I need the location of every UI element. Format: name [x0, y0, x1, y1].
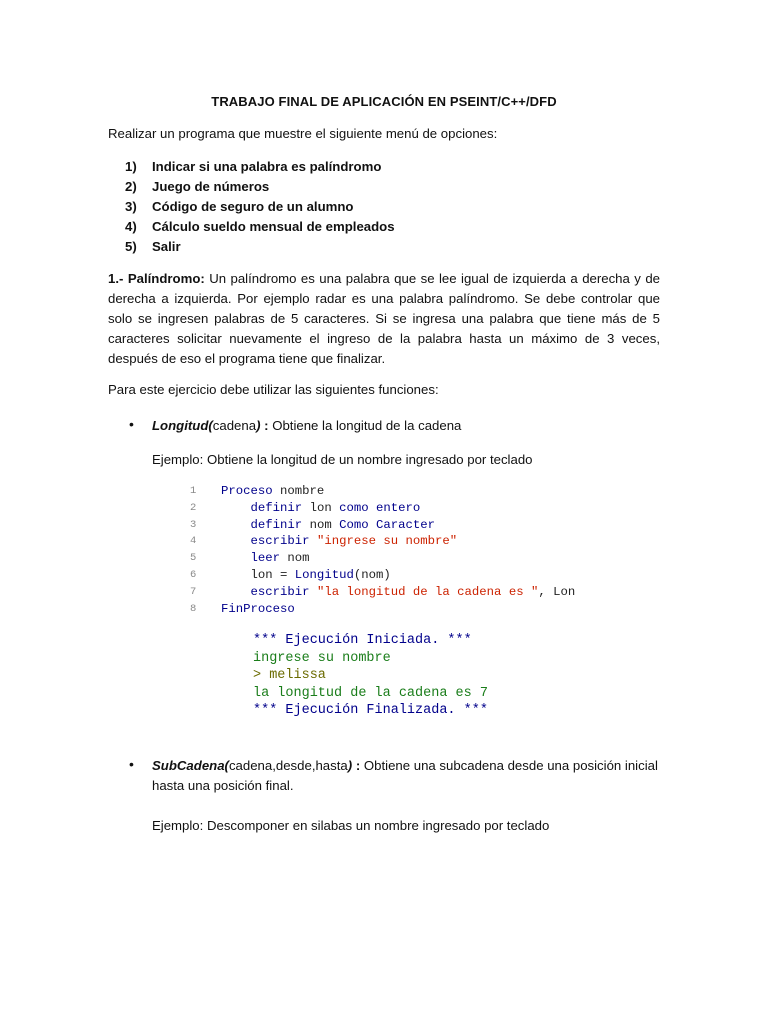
menu-option-label: Indicar si una palabra es palíndromo [152, 159, 382, 174]
function-description: Obtiene una subcadena desde una posición inicial hasta una posición final. [152, 758, 658, 793]
code-token [310, 534, 317, 548]
code-string: "ingrese su nombre" [316, 534, 458, 549]
console-line: > melissa [253, 668, 326, 683]
functions-intro: Para este ejercicio debe utilizar las siguientes funciones: [108, 382, 439, 397]
paren-open: ( [208, 418, 213, 433]
menu-option [125, 237, 395, 257]
menu-option [125, 217, 395, 237]
function-name: SubCadena [152, 758, 225, 773]
line-number: 6 [190, 568, 197, 581]
code-keyword: definir [221, 517, 303, 532]
line-number: 7 [190, 585, 197, 598]
function-description: Obtiene la longitud de la cadena [272, 418, 462, 433]
code-token: nom [302, 517, 340, 532]
line-number: 2 [190, 501, 197, 514]
code-text [221, 584, 575, 601]
line-number: 3 [190, 518, 197, 531]
function-separator: : [260, 418, 273, 433]
code-token: nom [280, 551, 310, 566]
code-line [190, 483, 575, 500]
line-number: 1 [190, 485, 197, 497]
code-text [221, 533, 457, 550]
paren-close: ) [347, 758, 353, 773]
menu-option-label: Salir [152, 239, 181, 254]
menu-option [125, 197, 395, 217]
code-text [221, 483, 324, 500]
menu-option-number: 2) [125, 179, 137, 194]
menu-option-number: 4) [125, 219, 137, 234]
example-longitud: Ejemplo: Obtiene la longitud de un nombre ingresado por teclado [152, 452, 533, 467]
menu-option [125, 157, 395, 177]
function-separator: : [352, 758, 364, 773]
palindromo-paragraph [108, 269, 660, 369]
code-keyword: Longitud [294, 567, 354, 582]
code-line [190, 550, 575, 567]
menu-option-label: Cálculo sueldo mensual de empleados [152, 219, 395, 234]
code-line [190, 584, 575, 601]
function-args: cadena [212, 418, 257, 433]
code-keyword: Proceso [221, 484, 273, 498]
code-keyword: escribir [221, 584, 310, 599]
console-line: *** Ejecución Iniciada. *** [253, 633, 472, 648]
menu-options-list [125, 157, 395, 257]
menu-option-number: 1) [125, 159, 137, 174]
paren-open: ( [224, 758, 229, 773]
palindromo-heading: 1.- Palíndromo: [108, 271, 205, 286]
example-subcadena: Ejemplo: Descomponer en silabas un nombre ingresado por teclado [152, 818, 550, 833]
paren-close: ) [256, 418, 261, 433]
menu-option-label: Juego de números [152, 179, 270, 194]
code-keyword: definir [221, 500, 303, 515]
code-token: (nom) [353, 567, 391, 582]
console-line: *** Ejecución Finalizada. *** [253, 703, 488, 718]
code-token [310, 585, 317, 599]
code-keyword: Como Caracter [339, 517, 436, 532]
bullet-icon: • [129, 416, 134, 432]
function-name: Longitud [152, 418, 209, 433]
menu-option-number: 5) [125, 239, 137, 254]
code-keyword: FinProceso [221, 601, 295, 616]
code-text [221, 500, 420, 517]
line-number: 4 [190, 535, 197, 548]
console-line: ingrese su nombre [253, 650, 391, 666]
palindromo-text: Un palíndromo es una palabra que se lee igual de izquierda a derecha y de derecha a izquierda. Por ejemplo radar es una palabra palíndromo. Se debe controlar que solo se ingresen palabras de 5 caracteres. Si se ingresa una palabra que tiene más de 5 caracteres solicitar nuevamente el ingreso de la palabra hasta un máximo de 3 veces, después de eso el programa tiene que finalizar. [108, 271, 661, 366]
code-line [190, 567, 575, 584]
code-text [221, 567, 391, 584]
function-args: cadena,desde,hasta [228, 758, 348, 773]
bullet-icon: • [129, 756, 134, 772]
code-token: lon [302, 500, 340, 515]
function-longitud [152, 416, 662, 436]
code-token: nombre [272, 484, 325, 498]
code-text [221, 550, 310, 567]
code-text [221, 601, 295, 618]
code-text [221, 517, 435, 534]
document-title: TRABAJO FINAL DE APLICACIÓN EN PSEINT/C++/DFD [211, 94, 557, 109]
code-token: lon = [221, 567, 295, 582]
console-line: la longitud de la cadena es 7 [253, 685, 488, 701]
line-number: 8 [190, 602, 197, 615]
code-keyword: escribir [221, 534, 310, 549]
menu-option-label: Código de seguro de un alumno [152, 199, 354, 214]
code-string: "la longitud de la cadena es " [316, 584, 539, 599]
code-line [190, 517, 575, 534]
code-keyword: leer [221, 551, 281, 566]
intro-text: Realizar un programa que muestre el siguiente menú de opciones: [108, 126, 498, 141]
code-line [190, 533, 575, 550]
function-subcadena [152, 756, 662, 796]
pseudocode-block [190, 483, 575, 617]
menu-option-number: 3) [125, 199, 137, 214]
code-line [190, 601, 575, 618]
console-output [253, 632, 488, 720]
code-keyword: como entero [339, 500, 421, 515]
code-line [190, 500, 575, 517]
menu-option [125, 177, 395, 197]
line-number: 5 [190, 552, 197, 565]
code-token: , Lon [538, 584, 576, 599]
